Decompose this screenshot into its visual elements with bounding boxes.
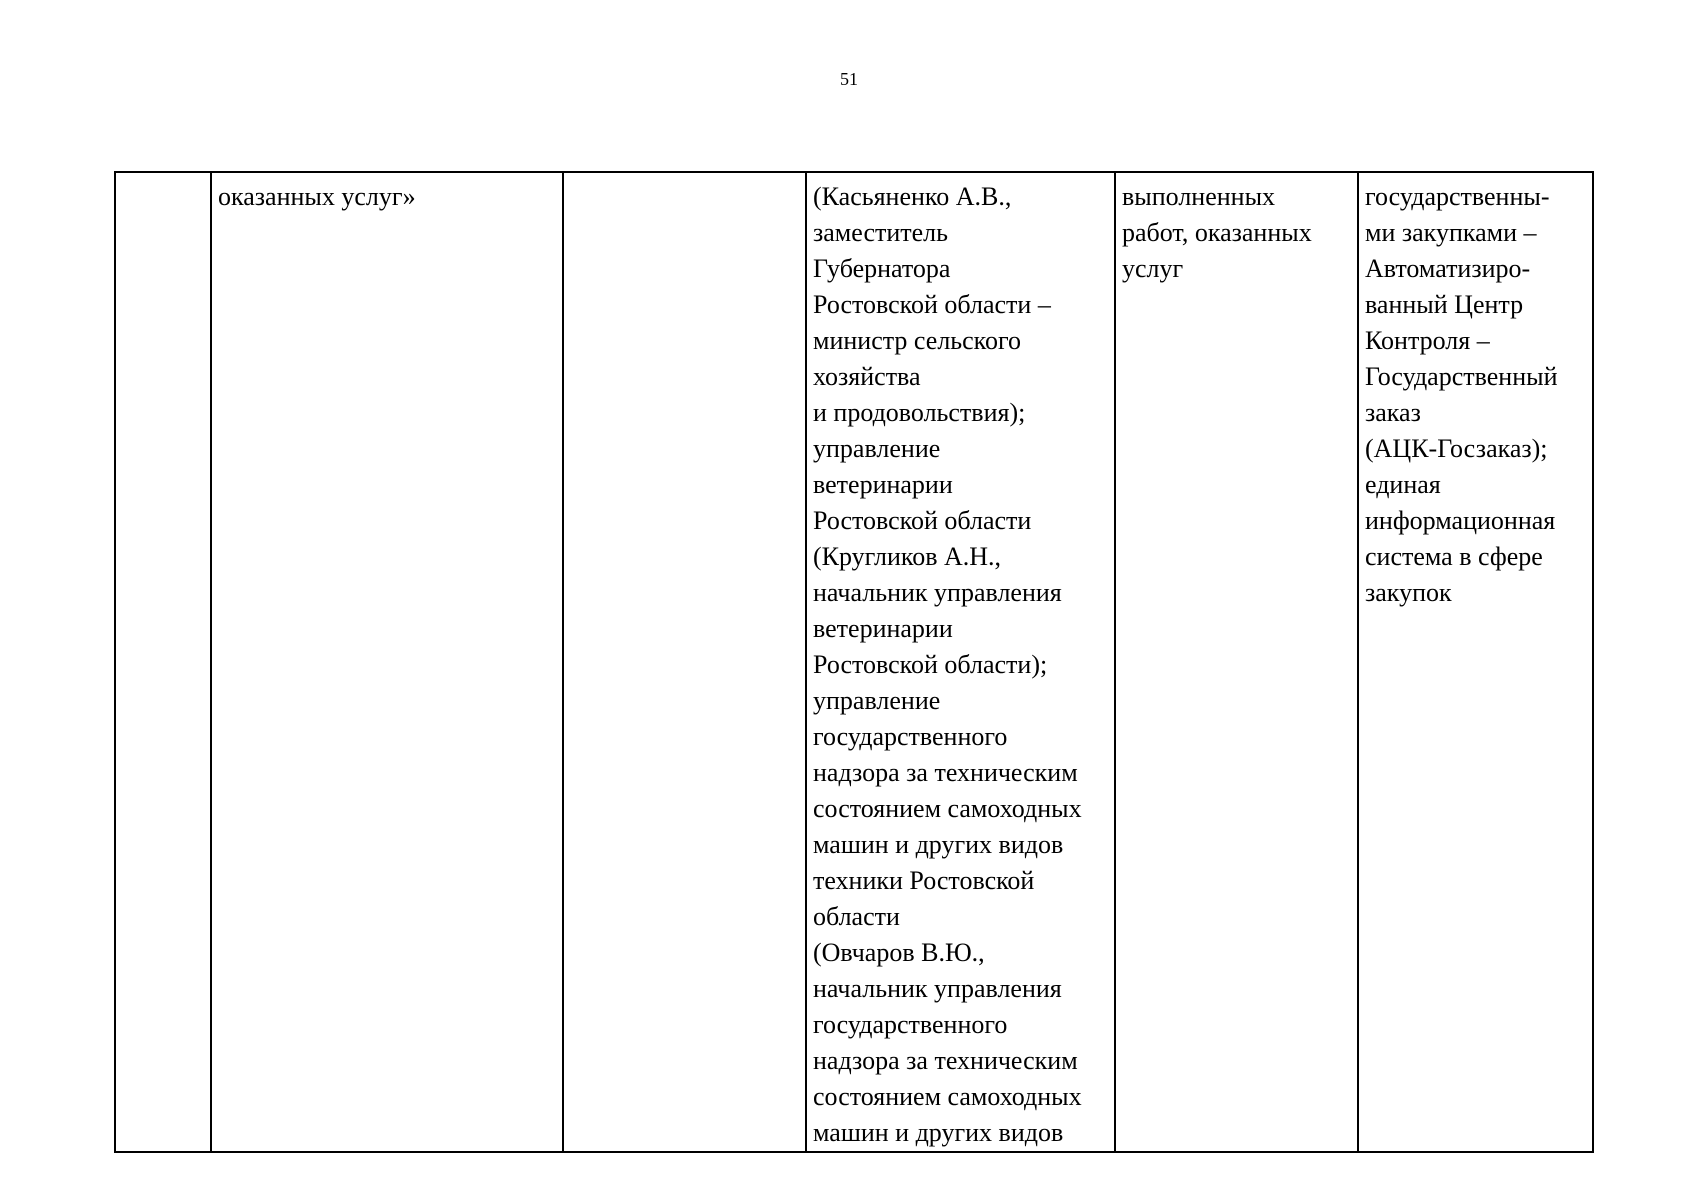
page-number: 51 [840, 69, 858, 89]
document-table [114, 171, 1594, 1153]
cell-text: оказанных услуг» [218, 182, 416, 211]
cell-text: государственны- ми закупками – Автоматизиро- ванный Центр Контроля – Государственный заказ (АЦК-Госзаказ); единая информационная система в сфере закупок [1365, 182, 1558, 607]
table-cell-name [211, 172, 563, 1152]
cell-text: (Касьяненко А.В., заместитель Губернатора Ростовской области – министр сельского хозяйства и продовольствия); управление ветеринарии Ростовской области (Кругликов А.Н., начальник управления ветеринарии Ростовской области); управление государственного надзора за техническим состоянием самоходных машин и других видов техники Ростовской области (Овчаров В.Ю., начальник управления государственного надзора за техническим состоянием самоходных машин и других видов [813, 182, 1082, 1147]
table-cell-system [1358, 172, 1593, 1152]
table-row [115, 172, 1593, 1152]
table-cell-responsible [806, 172, 1115, 1152]
table-cell-empty [563, 172, 806, 1152]
table-cell-number [115, 172, 211, 1152]
table-cell-result [1115, 172, 1358, 1152]
cell-text: выполненных работ, оказанных услуг [1122, 182, 1312, 283]
